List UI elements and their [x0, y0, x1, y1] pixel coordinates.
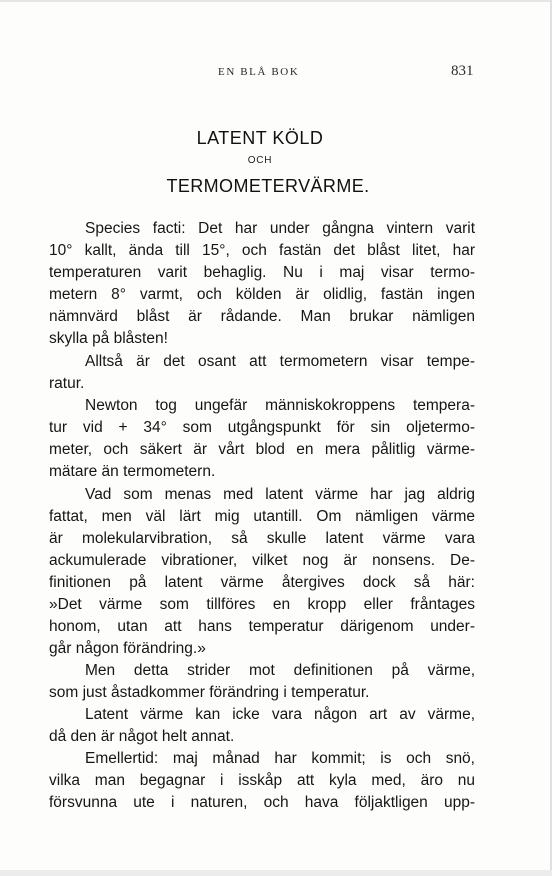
- text-line: ratur.: [49, 375, 85, 392]
- text-line: Species facti: Det har under gångna vintern varit: [85, 220, 475, 237]
- text-line: meter, och säkert är vårt blod en mera pålitlig värme-: [49, 441, 475, 458]
- text-line: finitionen på latent värme återgives dock så här:: [49, 574, 475, 591]
- text-line: fattat, men väl lärt mig utantill. Om nämligen värme: [49, 508, 475, 525]
- text-line: temperaturen varit behaglig. Nu i maj visar termo-: [49, 264, 475, 281]
- text-line: Newton tog ungefär människokroppens tempera-: [85, 397, 475, 414]
- text-line: Latent värme kan icke vara någon art av värme,: [85, 706, 475, 723]
- text-line: mätare än termometern.: [49, 463, 216, 480]
- text-line: honom, utan att hans temperatur därigenom under-: [49, 618, 475, 635]
- text-line: Men detta strider mot definitionen på värme,: [85, 662, 475, 679]
- chapter-title-conjunction: OCH: [247, 155, 273, 166]
- chapter-title: LATENT KÖLD: [196, 128, 324, 148]
- text-line: försvunna ute i naturen, och hava följaktligen upp-: [49, 794, 475, 811]
- text-line: är molekularvibration, så skulle latent värme vara: [49, 530, 475, 547]
- text-line: »Det värme som tillföres en kropp eller fråntages: [49, 596, 475, 613]
- running-head: EN BLÅ BOK: [218, 66, 300, 78]
- text-line: Emellertid: maj månad har kommit; is och snö,: [85, 750, 475, 767]
- text-line: Vad som menas med latent värme har jag aldrig: [85, 486, 475, 503]
- text-line: 10° kallt, ända till 15°, och fastän det blåst litet, har: [49, 242, 475, 259]
- text-line: nämnvärd blåst är rådande. Man brukar nämligen: [49, 308, 475, 325]
- text-line: skylla på blåsten!: [49, 330, 168, 347]
- text-line: som just åstadkommer förändring i temperatur.: [49, 684, 370, 701]
- text-line: då den är något helt annat.: [49, 728, 235, 745]
- page-edge-top: [0, 0, 552, 2]
- text-line: tur vid + 34° som utgångspunkt för sin oljetermo-: [49, 419, 475, 436]
- text-line: ackumulerade vibrationer, vilket nog är nonsens. De-: [49, 552, 475, 569]
- text-line: Alltså är det osant att termometern visar tempe-: [85, 353, 475, 370]
- chapter-subtitle: TERMOMETERVÄRME.: [166, 176, 370, 196]
- text-line: går någon förändring.»: [49, 640, 206, 657]
- page-number: 831: [451, 63, 474, 79]
- page-edge-bottom: [0, 870, 552, 876]
- text-line: metern 8° varmt, och kölden är olidlig, fastän ingen: [49, 286, 475, 303]
- text-line: vilka man begagnar i isskåp att kyla med, äro nu: [49, 772, 475, 789]
